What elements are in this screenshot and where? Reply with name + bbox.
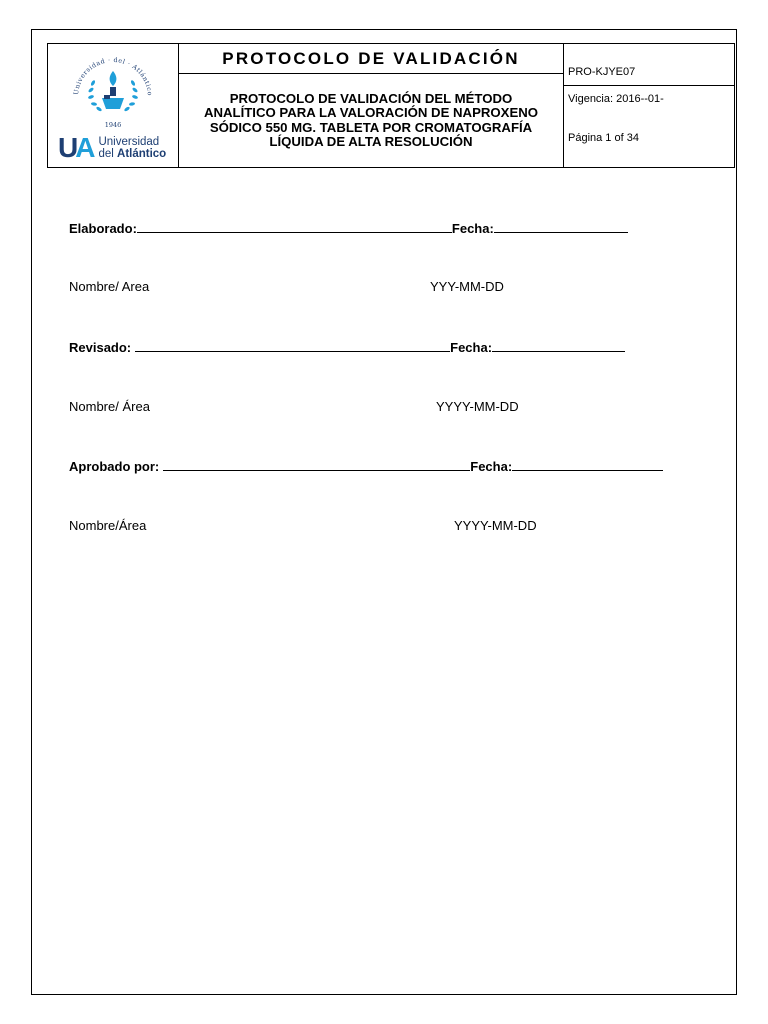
aprobado-label: Aprobado por:: [69, 459, 160, 474]
signature-aprobado: [69, 458, 663, 474]
signature-elaborado: [69, 220, 628, 236]
university-seal-icon: [66, 51, 160, 133]
vigencia-text: Vigencia: 2016--01-: [568, 92, 664, 105]
aprobado-date-label: Fecha:: [470, 459, 513, 474]
university-name-line2: del Atlántico: [98, 147, 167, 160]
revisado-date-label: Fecha:: [450, 340, 493, 355]
svg-text:Universidad · del · Atlántico: Universidad · del · Atlántico: [72, 56, 154, 96]
document-title-line: SÓDICO 550 MG. TABLETA POR CROMATOGRAFÍA: [209, 119, 533, 135]
banner-title: PROTOCOLO DE VALIDACIÓN: [179, 44, 563, 74]
document-title-line: ANALÍTICO PARA LA VALORACIÓN DE NAPROXENO: [203, 105, 539, 120]
elaborado-name-caption: Nombre/ Area: [69, 279, 150, 294]
revisado-date-format: YYYY-MM-DD: [436, 399, 519, 414]
code-divider: [564, 85, 734, 86]
code-cell: [564, 44, 735, 168]
title-cell: [179, 44, 564, 168]
elaborado-date-line[interactable]: [494, 220, 628, 233]
logo-cell: [48, 44, 179, 168]
document-title-line: LÍQUIDA DE ALTA RESOLUCIÓN: [269, 134, 473, 149]
revisado-date-line[interactable]: [492, 339, 625, 352]
aprobado-date-format: YYYY-MM-DD: [454, 518, 537, 533]
aprobado-signature-line[interactable]: [163, 458, 470, 471]
elaborado-date-format: YYY-MM-DD: [430, 279, 504, 294]
ua-monogram: UA: [58, 131, 93, 163]
document-code: PRO-KJYE07: [568, 65, 636, 78]
svg-text:1946: 1946: [104, 120, 122, 129]
document-title-line: PROTOCOLO DE VALIDACIÓN DEL MÉTODO: [229, 90, 513, 106]
university-logo: [48, 45, 178, 167]
elaborado-label: Elaborado:: [69, 221, 137, 236]
revisado-label: Revisado:: [69, 340, 132, 355]
university-name-line1: Universidad: [98, 135, 160, 148]
revisado-signature-line[interactable]: [135, 339, 450, 352]
university-wordmark: [58, 131, 167, 163]
page-border: [31, 29, 737, 995]
elaborado-date-label: Fecha:: [451, 221, 494, 236]
aprobado-date-line[interactable]: [512, 458, 663, 471]
document-title: [179, 74, 563, 167]
revisado-name-caption: Nombre/ Área: [69, 399, 150, 414]
elaborado-signature-line[interactable]: [137, 220, 452, 233]
page-number: Página 1 of 34: [568, 131, 639, 144]
signature-revisado: [69, 339, 625, 355]
document-header: [47, 43, 735, 168]
aprobado-name-caption: Nombre/Área: [69, 518, 147, 533]
